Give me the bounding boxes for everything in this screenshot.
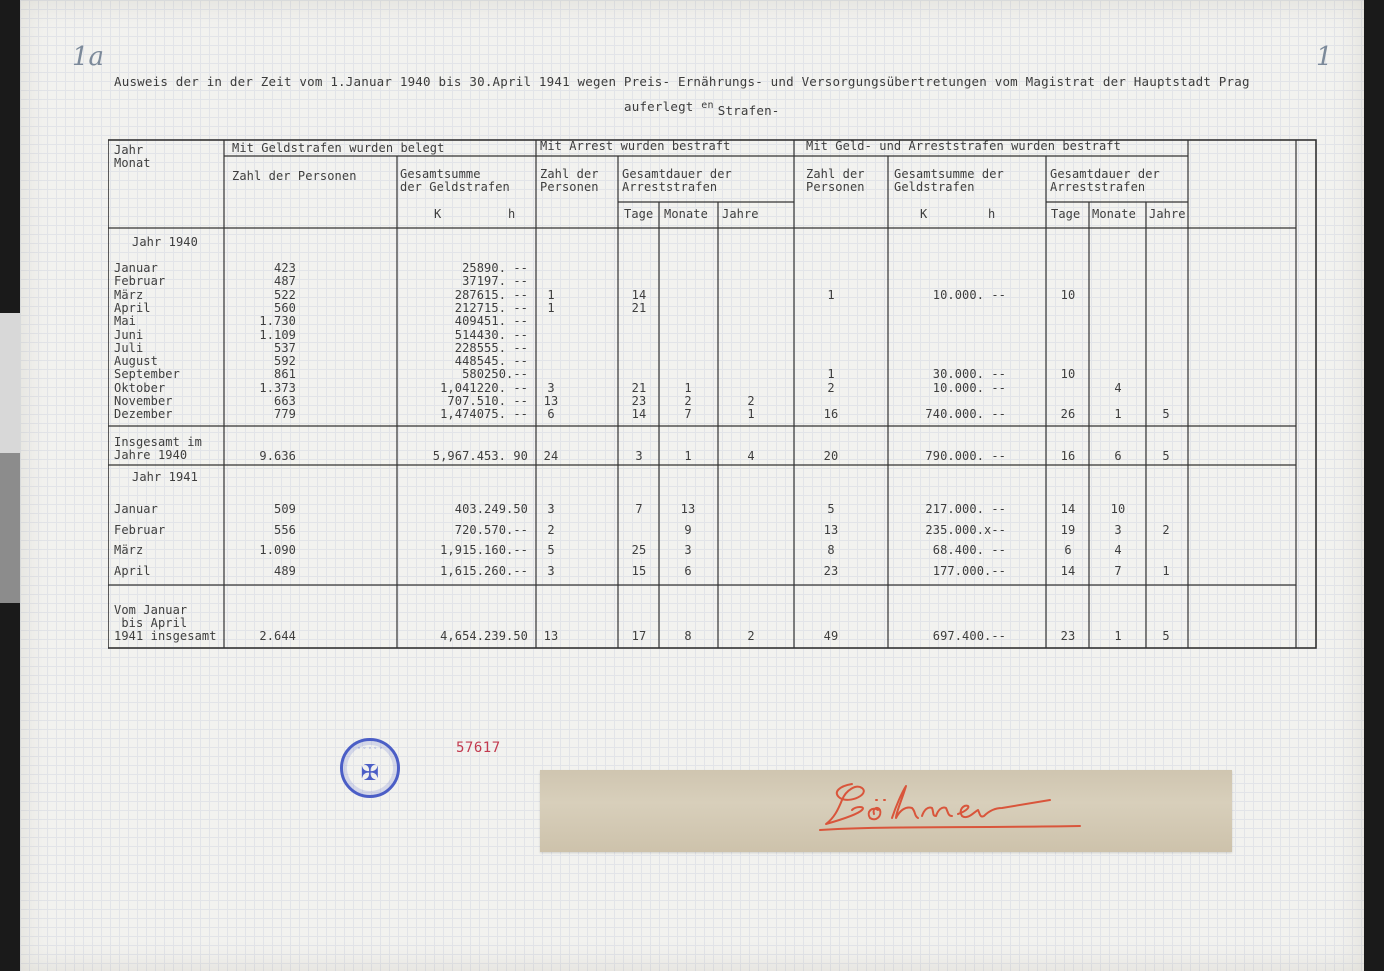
total-1940-combined-fine-total: 790.000. -- <box>925 449 1006 463</box>
table-row-1940-fine-total: 448545. -- <box>454 354 528 369</box>
total-1941-arrest-years: 2 <box>747 629 755 643</box>
table-row-1940-combined-persons: 16 <box>823 407 839 422</box>
table-row-1940-combined-months: 1 <box>1114 407 1122 422</box>
header-gesamtsumme-2: Gesamtsumme der Geldstrafen <box>894 167 1004 194</box>
table-row-1941-arrest-months: 9 <box>684 522 692 537</box>
table-row-1940-arrest-months: 2 <box>684 394 692 408</box>
header-gesamtdauer-2: Gesamtdauer der Arreststrafen <box>1050 167 1160 194</box>
table-row-1941-fine-persons: 1.090 <box>259 543 296 557</box>
table-row-1941-fine-persons: 509 <box>274 502 296 516</box>
table-row-1940-combined-persons: 2 <box>827 380 835 395</box>
header-arrest-group: Mit Arrest wurden bestraft <box>540 139 731 153</box>
table-row-1940-arrest-persons: 3 <box>547 380 555 395</box>
total-1941-combined-years: 5 <box>1162 629 1170 643</box>
table-row-1941-arrest-months: 13 <box>680 502 696 516</box>
signature-bohmen <box>540 770 1232 852</box>
total-1940-arrest-persons: 24 <box>543 449 559 463</box>
total-1941-arrest-days: 17 <box>631 629 647 643</box>
table-row-1940-fine-total: 1,041220. -- <box>440 380 528 395</box>
table-row-1940-month: Mai <box>114 314 136 329</box>
total-1941-label: Vom Januar bis April 1941 insgesamt <box>114 603 217 643</box>
table-row-1941-arrest-days: 7 <box>635 502 643 516</box>
table-row-1940-combined-fine-total: 30.000. -- <box>932 367 1006 382</box>
table-row-1941-arrest-persons: 2 <box>547 522 555 537</box>
table-row-1940-fine-total: 580250.-- <box>462 367 528 382</box>
total-1940-fine-persons: 9.636 <box>259 449 296 463</box>
table-row-1941-month: Februar <box>114 522 166 537</box>
margin-note-left: 1a <box>72 42 105 72</box>
header-k: K <box>434 207 442 221</box>
archive-seal-stamp: ◦ ◦ ◦ ◦ ◦ ✠ <box>340 738 400 798</box>
table-row-1941-arrest-persons: 5 <box>547 543 555 557</box>
table-row-1941-arrest-persons: 3 <box>547 502 555 516</box>
table-row-1940-combined-persons: 1 <box>827 287 835 302</box>
table-row-1941-arrest-days: 25 <box>631 543 647 557</box>
table-row-1941-arrest-days: 15 <box>631 563 647 578</box>
table-row-1941-arrest-months: 3 <box>684 543 692 557</box>
table-row-1940-fine-persons: 592 <box>274 354 296 369</box>
table-row-1940-combined-days: 10 <box>1060 287 1076 302</box>
table-row-1941-arrest-months: 6 <box>684 563 692 578</box>
table-row-1940-arrest-years: 1 <box>747 407 755 422</box>
table-row-1940-arrest-persons: 1 <box>547 300 555 315</box>
header-h-2: h <box>988 207 996 221</box>
table-row-1940-month: Dezember <box>114 407 173 422</box>
table-row-1940-fine-total: 287615. -- <box>454 287 528 302</box>
total-1941-combined-fine-total: 697.400.-- <box>932 629 1006 643</box>
table-row-1940-arrest-days: 14 <box>631 407 647 422</box>
header-tage: Tage <box>624 207 654 221</box>
header-both-group: Mit Geld- und Arreststrafen wurden bestraft <box>806 139 1121 153</box>
table-row-1941-combined-persons: 23 <box>823 563 839 578</box>
table-row-1941-fine-persons: 489 <box>274 563 296 578</box>
header-jahre: Jahre <box>722 207 759 221</box>
total-1940-combined-years: 5 <box>1162 449 1170 463</box>
table-row-1940-arrest-months: 7 <box>684 407 692 422</box>
table-row-1940-month: Januar <box>114 261 158 275</box>
table-row-1940-arrest-months: 1 <box>684 380 692 395</box>
table-row-1940-fine-persons: 487 <box>274 274 296 289</box>
table-row-1941-combined-fine-total: 68.400. -- <box>932 543 1006 557</box>
table-row-1940-fine-total: 25890. -- <box>462 261 528 275</box>
table-row-1941-combined-months: 3 <box>1114 522 1122 537</box>
total-1941-combined-persons: 49 <box>823 629 839 643</box>
table-row-1941-combined-years: 1 <box>1162 563 1170 578</box>
total-1940-combined-months: 6 <box>1114 449 1122 463</box>
table-row-1940-combined-years: 5 <box>1162 407 1170 422</box>
header-zahl-der-personen: Zahl der Personen <box>540 167 599 194</box>
table-row-1940-fine-persons: 522 <box>274 287 296 302</box>
table-row-1941-combined-days: 6 <box>1064 543 1072 557</box>
table-row-1941-month: Januar <box>114 502 158 516</box>
table-row-1940-fine-total: 514430. -- <box>454 327 528 342</box>
total-1941-combined-days: 23 <box>1060 629 1076 643</box>
header-jahr-monat: Jahr Monat <box>114 143 151 170</box>
table-row-1941-combined-fine-total: 217.000. -- <box>925 502 1006 516</box>
table-row-1941-combined-months: 4 <box>1114 543 1122 557</box>
total-1941-fine-total: 4,654.239.50 <box>440 629 528 643</box>
table-row-1941-fine-total: 720.570.-- <box>454 522 528 537</box>
margin-note-right: 1 <box>1316 42 1333 72</box>
table-row-1940-fine-persons: 1.109 <box>259 327 296 342</box>
table-row-1940-arrest-persons: 1 <box>547 287 555 302</box>
title-line-1: Ausweis der in der Zeit vom 1.Januar 1940 bis 30.April 1941 wegen Preis- Ernährungs- und Versorgungsübertretungen vom Magistrat der Hauptstadt Prag <box>114 74 1250 89</box>
table-row-1940-arrest-years: 2 <box>747 394 755 408</box>
table-row-1941-fine-total: 1,615.260.-- <box>440 563 528 578</box>
table-row-1940-fine-total: 228555. -- <box>454 340 528 355</box>
total-1940-fine-total: 5,967.453. 90 <box>432 449 528 463</box>
total-1940-combined-days: 16 <box>1060 449 1076 463</box>
table-row-1940-month: Juli <box>114 340 144 355</box>
table-row-1940-arrest-persons: 13 <box>543 394 559 408</box>
table-row-1940-month: März <box>114 287 144 302</box>
table-row-1940-arrest-persons: 6 <box>547 407 555 422</box>
table-row-1940-combined-fine-total: 10.000. -- <box>932 287 1006 302</box>
table-row-1940-combined-persons: 1 <box>827 367 835 382</box>
table-row-1940-combined-days: 26 <box>1060 407 1076 422</box>
table-row-1940-month: Februar <box>114 274 166 289</box>
table-row-1940-fine-persons: 1.730 <box>259 314 296 329</box>
serial-number: 57617 <box>456 740 501 756</box>
table-row-1940-fine-persons: 537 <box>274 340 296 355</box>
table-row-1940-fine-persons: 423 <box>274 261 296 275</box>
table-row-1940-combined-fine-total: 10.000. -- <box>932 380 1006 395</box>
title-line-2: auferlegt $^{en}$ Strafen- <box>624 99 780 118</box>
total-1941-fine-persons: 2.644 <box>259 629 296 643</box>
header-monate: Monate <box>664 207 708 221</box>
table-row-1940-fine-total: 409451. -- <box>454 314 528 329</box>
table-row-1940-month: September <box>114 367 180 382</box>
header-gesamtsumme: Gesamtsumme der Geldstrafen <box>400 167 510 194</box>
table-row-1941-combined-persons: 13 <box>823 522 839 537</box>
section-label-1941: Jahr 1941 <box>132 470 198 484</box>
eagle-emblem-icon: ✠ <box>360 761 380 786</box>
document-page <box>20 0 1364 971</box>
table-row-1940-combined-months: 4 <box>1114 380 1122 395</box>
header-zahl-der-personen-2: Zahl der Personen <box>806 167 865 194</box>
table-row-1941-combined-fine-total: 235.000.x-- <box>925 522 1006 537</box>
header-jahre-2: Jahre <box>1149 207 1186 221</box>
table-row-1941-combined-years: 2 <box>1162 522 1170 537</box>
table-row-1940-fine-persons: 779 <box>274 407 296 422</box>
header-k-2: K <box>920 207 928 221</box>
table-row-1940-fine-persons: 861 <box>274 367 296 382</box>
total-1941-arrest-months: 8 <box>684 629 692 643</box>
header-monate-2: Monate <box>1092 207 1136 221</box>
binder-clip-light <box>0 313 20 453</box>
table-row-1941-combined-fine-total: 177.000.-- <box>932 563 1006 578</box>
table-row-1941-combined-days: 19 <box>1060 522 1076 537</box>
header-tage-2: Tage <box>1051 207 1081 221</box>
table-row-1941-arrest-persons: 3 <box>547 563 555 578</box>
statistics-table <box>108 130 1318 650</box>
section-label-1940: Jahr 1940 <box>132 235 198 249</box>
document-title <box>114 70 1314 119</box>
header-h: h <box>508 207 516 221</box>
table-row-1940-fine-total: 212715. -- <box>454 300 528 315</box>
table-row-1940-arrest-days: 21 <box>631 300 647 315</box>
total-1940-arrest-months: 1 <box>684 449 692 463</box>
table-row-1940-month: Juni <box>114 327 144 342</box>
table-row-1940-month: April <box>114 300 151 315</box>
table-row-1941-combined-persons: 5 <box>827 502 835 516</box>
total-1941-combined-months: 1 <box>1114 629 1122 643</box>
total-1940-combined-persons: 20 <box>823 449 839 463</box>
table-row-1941-combined-months: 7 <box>1114 563 1122 578</box>
table-row-1940-fine-total: 37197. -- <box>462 274 528 289</box>
table-row-1941-combined-days: 14 <box>1060 502 1076 516</box>
total-1941-arrest-persons: 13 <box>543 629 559 643</box>
total-1940-arrest-years: 4 <box>747 449 755 463</box>
table-row-1941-month: März <box>114 543 144 557</box>
table-row-1940-fine-persons: 560 <box>274 300 296 315</box>
header-zahl-personen: Zahl der Personen <box>232 169 357 183</box>
table-row-1941-combined-months: 10 <box>1110 502 1126 516</box>
table-row-1941-fine-total: 1,915.160.-- <box>440 543 528 557</box>
table-row-1941-combined-persons: 8 <box>827 543 835 557</box>
table-row-1940-arrest-days: 21 <box>631 380 647 395</box>
table-row-1941-month: April <box>114 563 151 578</box>
table-row-1940-combined-fine-total: 740.000. -- <box>925 407 1006 422</box>
table-row-1941-fine-persons: 556 <box>274 522 296 537</box>
table-row-1940-arrest-days: 23 <box>631 394 647 408</box>
header-geld-group: Mit Geldstrafen wurden belegt <box>232 141 445 155</box>
table-row-1940-month: November <box>114 394 173 408</box>
table-row-1940-arrest-days: 14 <box>631 287 647 302</box>
total-1940-arrest-days: 3 <box>635 449 643 463</box>
table-row-1940-combined-days: 10 <box>1060 367 1076 382</box>
table-row-1940-fine-persons: 663 <box>274 394 296 408</box>
table-row-1940-month: August <box>114 354 158 369</box>
table-row-1941-fine-total: 403.249.50 <box>454 502 528 516</box>
table-row-1940-month: Oktober <box>114 380 166 395</box>
total-1940-label: Insgesamt im Jahre 1940 <box>114 435 202 462</box>
table-row-1940-fine-total: 707.510. -- <box>447 394 528 408</box>
signature-strip <box>540 770 1232 852</box>
binder-clip-dark <box>0 453 20 603</box>
table-row-1940-fine-total: 1,474075. -- <box>440 407 528 422</box>
table-row-1940-fine-persons: 1.373 <box>259 380 296 395</box>
header-gesamtdauer: Gesamtdauer der Arreststrafen <box>622 167 732 194</box>
table-row-1941-combined-days: 14 <box>1060 563 1076 578</box>
